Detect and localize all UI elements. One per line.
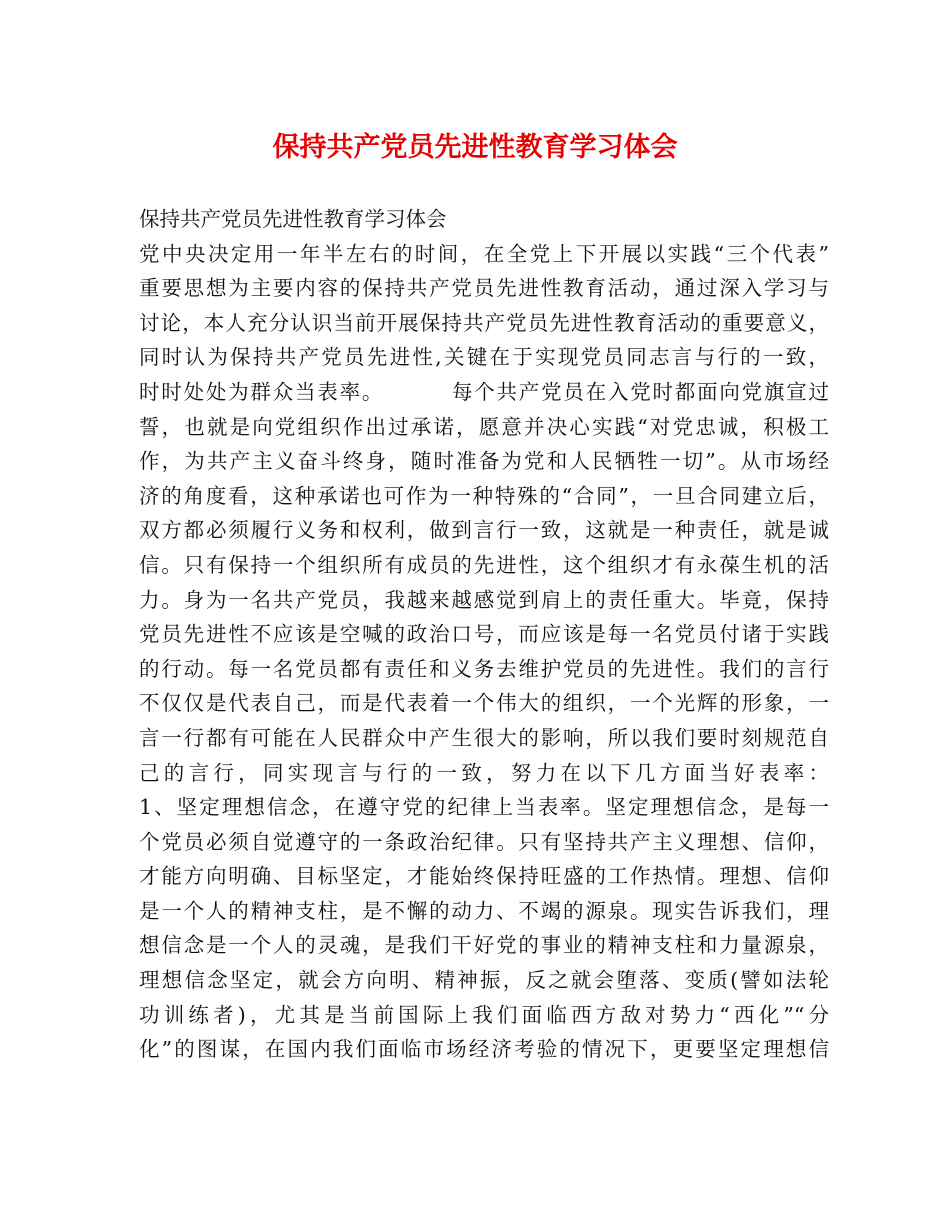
text-line: 力。身为一名共产党员，我越来越感觉到肩上的责任重大。毕竟，保持 xyxy=(139,587,829,612)
text-line: 信。只有保持一个组织所有成员的先进性，这个组织才有永葆生机的活 xyxy=(139,552,829,577)
text-line: 是一个人的精神支柱，是不懈的动力、不竭的源泉。现实告诉我们，理 xyxy=(139,898,829,923)
text-segment: 时时处处为群众当表率。 xyxy=(139,379,385,404)
text-line: 济的角度看，这种承诺也可作为一种特殊的“合同”，一旦合同建立后， xyxy=(139,483,829,508)
text-line: 想信念是一个人的灵魂，是我们干好党的事业的精神支柱和力量源泉， xyxy=(139,933,829,958)
text-line: 党中央决定用一年半左右的时间，在全党上下开展以实践“三个代表” xyxy=(139,241,829,266)
text-line: 1、坚定理想信念，在遵守党的纪律上当表率。坚定理想信念，是每一 xyxy=(139,795,829,820)
text-line: 才能方向明确、目标坚定，才能始终保持旺盛的工作热情。理想、信仰 xyxy=(139,864,829,889)
text-line: 保持共产党员先进性教育学习体会 xyxy=(139,207,447,231)
text-line: 作，为共产主义奋斗终身，随时准备为党和人民牺牲一切”。从市场经 xyxy=(139,449,829,474)
text-line: 的行动。每一名党员都有责任和义务去维护党员的先进性。我们的言行 xyxy=(139,656,829,681)
text-line xyxy=(139,375,829,410)
document-title: 保持共产党员先进性教育学习体会 xyxy=(272,132,678,163)
text-line: 双方都必须履行义务和权利，做到言行一致，这就是一种责任，就是诚 xyxy=(139,518,829,543)
document-body xyxy=(139,202,829,1067)
text-line: 党员先进性不应该是空喊的政治口号，而应该是每一名党员付诸于实践 xyxy=(139,622,829,647)
text-line: 讨论，本人充分认识当前开展保持共产党员先进性教育活动的重要意义， xyxy=(139,310,829,335)
text-line: 化”的图谋，在国内我们面临市场经济考验的情况下，更要坚定理想信 xyxy=(139,1037,829,1062)
text-line: 功训练者)，尤其是当前国际上我们面临西方敌对势力“西化”“分 xyxy=(139,1002,829,1027)
text-line: 理想信念坚定，就会方向明、精神振，反之就会堕落、变质(譬如法轮 xyxy=(139,968,829,993)
text-line: 己的言行，同实现言与行的一致，努力在以下几方面当好表率： xyxy=(139,760,829,785)
text-line: 不仅仅是代表自己，而是代表着一个伟大的组织，一个光辉的形象，一 xyxy=(139,691,829,716)
text-line: 同时认为保持共产党员先进性,关键在于实现党员同志言与行的一致， xyxy=(139,345,829,370)
text-segment: 每个共产党员在入党时都面向党旗宣过 xyxy=(450,379,830,404)
text-line: 誓，也就是向党组织作出过承诺，愿意并决心实践“对党忠诚，积极工 xyxy=(139,414,829,439)
text-line: 重要思想为主要内容的保持共产党员先进性教育活动，通过深入学习与 xyxy=(139,276,829,301)
text-line: 个党员必须自觉遵守的一条政治纪律。只有坚持共产主义理想、信仰， xyxy=(139,829,829,854)
text-line: 言一行都有可能在人民群众中产生很大的影响，所以我们要时刻规范自 xyxy=(139,725,829,750)
